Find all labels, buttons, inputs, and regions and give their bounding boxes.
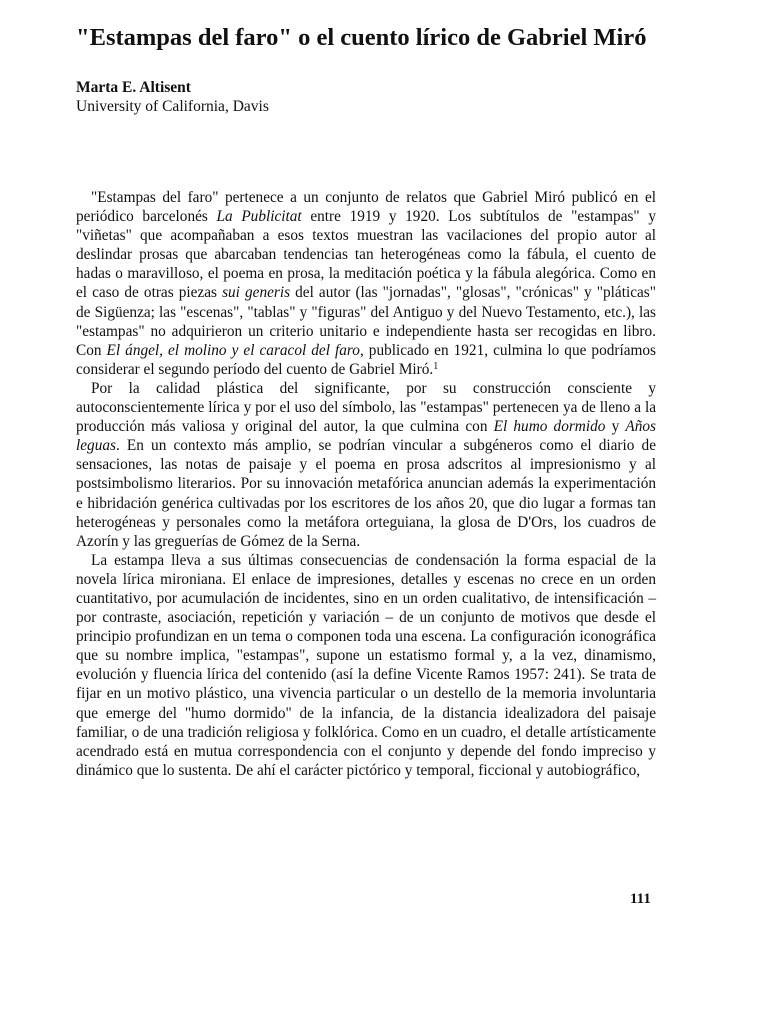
body-text: . En un contexto más amplio, se podrían vincular a subgéneros como el diario de sensaciones, las notas de paisaje y el poema en prosa adscritos al impresionismo y al postsimbolismo literarios. Por su innovación metafórica anuncian además la experimentación e hibridación genérica cultivadas por los escritores de los años 20, que dio lugar a formas tan heterogéneas y personales como la metáfora orteguiana, la glosa de D'Ors, los cuadros de Azorín y las greguerías de Gómez de la Serna. bbox=[76, 437, 656, 550]
body-text: y bbox=[605, 418, 626, 436]
body-text: "Estampas del faro" pertenece a un conjunto de relatos que Gabriel Miró publicó en el periódico barcelonés bbox=[76, 189, 656, 226]
italic-text: sui generis bbox=[222, 284, 291, 302]
italic-text: La Publicitat bbox=[216, 208, 302, 226]
page-number: 111 bbox=[630, 891, 651, 907]
body-paragraph-3 bbox=[76, 551, 656, 780]
article-body bbox=[76, 188, 656, 780]
italic-text: El humo dormido bbox=[493, 418, 606, 436]
author-name: Marta E. Altisent bbox=[76, 79, 191, 96]
body-paragraph-2 bbox=[76, 379, 656, 551]
body-text: del autor (las "jornadas", "glosas", "crónicas" y "pláticas" de Sigüenza; las "escenas", "tablas" y "figuras" del Antiguo y del Nuevo Testamento, etc.), las "estampas" no adquirieron un criterio unitario e independiente hasta ser recogidas en libro. Con bbox=[76, 284, 656, 359]
footnote-marker: 1 bbox=[433, 360, 439, 372]
body-paragraph-1 bbox=[76, 188, 656, 379]
italic-text: Años leguas bbox=[76, 418, 656, 455]
italic-text: El ángel, el molino y el caracol del faro bbox=[106, 341, 360, 359]
body-text: , publicado en 1921, culmina lo que podríamos considerar el segundo período del cuento de Gabriel Miró. bbox=[76, 341, 657, 378]
body-text: entre 1919 y 1920. Los subtítulos de "estampas" y "viñetas" que acompañaban a esos textos muestran las vacilaciones del propio autor al deslindar prosas que abarcaban tendencias tan heterogéneas como la fábula, el cuento de hadas o maravilloso, el poema en prosa, la meditación poética y la fábula alegórica. Como en el caso de otras piezas bbox=[76, 208, 656, 302]
body-text: La estampa lleva a sus últimas consecuencias de condensación la forma espacial de la novela lírica mironiana. El enlace de impresiones, detalles y escenas no crece en un orden cuantitativo, por acumulación de incidentes, sino en un orden cualitativo, de intensificación – por contraste, asociación, repetición y variación – de un conjunto de motivos que desde el principio profundizan en un tema o componen toda una escena. La configuración iconográfica que su nombre implica, "estampas", supone un estatismo formal y, a la vez, dinamismo, evolución y fluencia lírica del contenido (así la define Vicente Ramos 1957: 241). Se trata de fijar en un motivo plástico, una vivencia particular o un destello de la memoria involuntaria que emerge del "humo dormido" de la infancia, de la distancia idealizadora del paisaje familiar, o de una tradición religiosa y folklórica. Como en un cuadro, el detalle artísticamente acendrado está en mutua correspondencia con el conjunto y depende del fondo impreciso y dinámico que lo sustenta. De ahí el carácter pictórico y temporal, ficcional y autobiográfico, bbox=[76, 551, 656, 779]
article-title: "Estampas del faro" o el cuento lírico de Gabriel Miró bbox=[76, 24, 647, 51]
body-text: Por la calidad plástica del significante, por su construcción consciente y autoconscientemente lírica y por el uso del símbolo, las "estampas" pertenecen ya de lleno a la producción más valiosa y original del autor, la que culmina con bbox=[76, 379, 656, 436]
author-affiliation: University of California, Davis bbox=[76, 98, 269, 115]
